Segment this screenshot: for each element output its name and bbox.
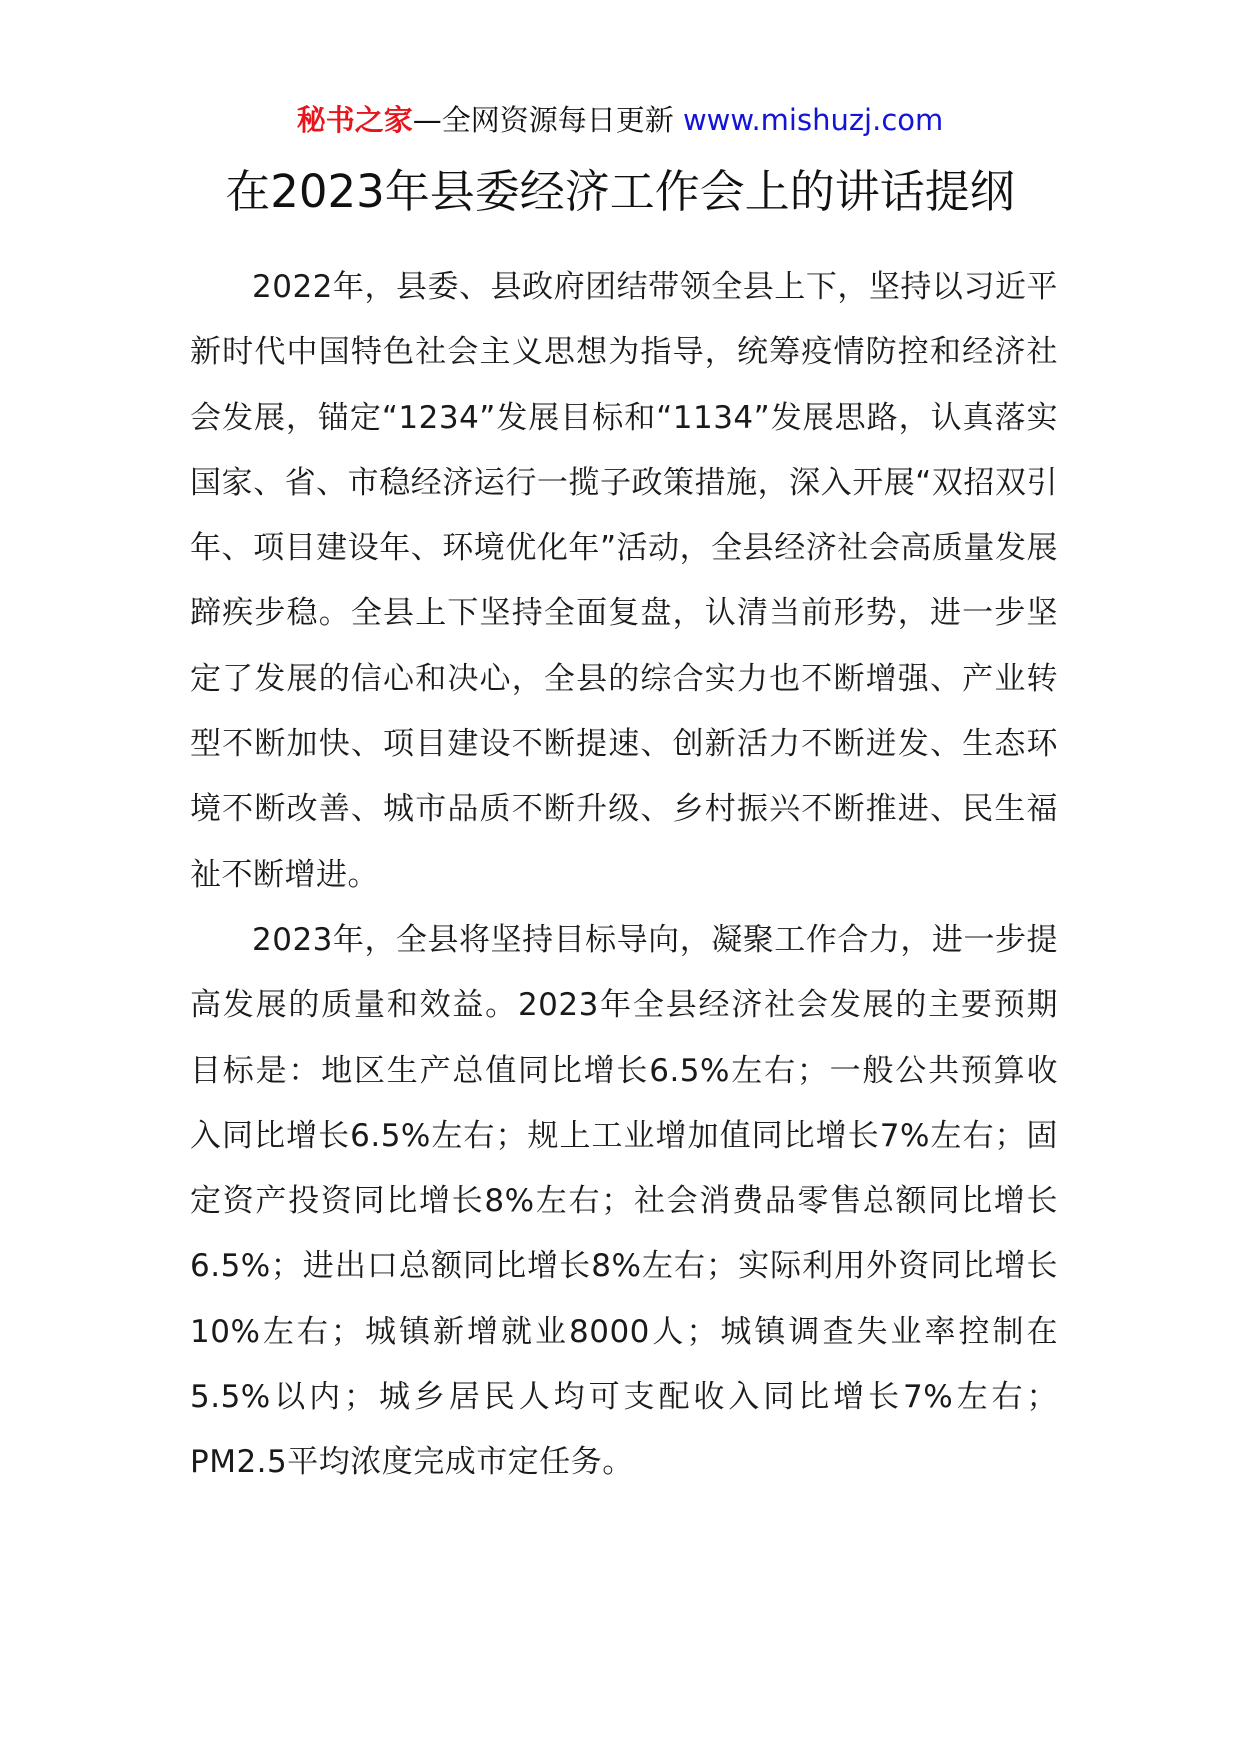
document-title: 在2023年县委经济工作会上的讲话提纲 bbox=[225, 165, 1015, 218]
document-body bbox=[190, 255, 1058, 1496]
paragraph-2022-review: 2022年，县委、县政府团结带领全县上下，坚持以习近平新时代中国特色社会主义思想为指导，统筹疫情防控和经济社会发展，锚定“1234”发展目标和“1134”发展思路，认真落实国家、省、市稳经济运行一揽子政策措施，深入开展“双招双引年、项目建设年、环境优化年”活动，全县经济社会高质量发展蹄疾步稳。全县上下坚持全面复盘，认清当前形势，进一步坚定了发展的信心和决心，全县的综合实力也不断增强、产业转型不断加快、项目建设不断提速、创新活力不断迸发、生态环境不断改善、城市品质不断升级、乡村振兴不断推进、民生福祉不断增进。 bbox=[190, 269, 1058, 893]
paragraph-2023-targets: 2023年，全县将坚持目标导向，凝聚工作合力，进一步提高发展的质量和效益。2023年全县经济社会发展的主要预期目标是：地区生产总值同比增长6.5%左右；一般公共预算收入同比增长6.5%左右；规上工业增加值同比增长7%左右；固定资产投资同比增长8%左右；社会消费品零售总额同比增长6.5%；进出口总额同比增长8%左右；实际利用外资同比增长10%左右；城镇新增就业8000人；城镇调查失业率控制在5.5%以内；城乡居民人均可支配收入同比增长7%左右；PM2.5平均浓度完成市定任务。 bbox=[190, 921, 1058, 1481]
brand-name: 秘书之家 bbox=[296, 103, 413, 137]
header-tagline: —全网资源每日更新 bbox=[412, 103, 674, 137]
site-header bbox=[0, 100, 1240, 140]
site-url-link[interactable]: www.mishuzj.com bbox=[682, 103, 944, 137]
